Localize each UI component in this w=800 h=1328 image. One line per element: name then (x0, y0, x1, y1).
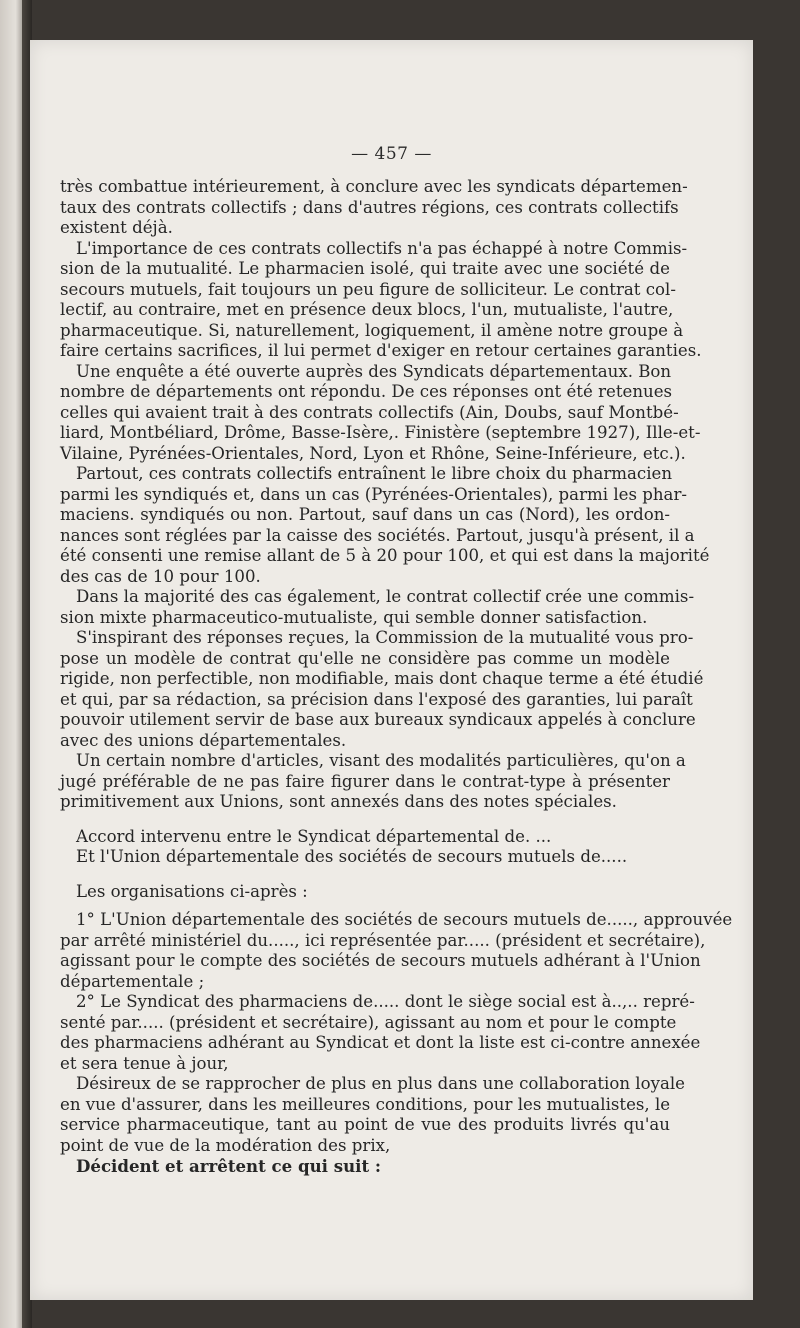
text-line: et sera tenue à jour, (60, 1053, 229, 1073)
text-line: lectif, au contraire, met en présence deux blocs, l'un, mutualiste, l'autre, (60, 300, 674, 319)
text-line: et qui, par sa rédaction, sa précision dans l'exposé des garanties, lui paraît (60, 689, 693, 709)
text-line: des cas de 10 pour 100. (60, 566, 261, 586)
text-line: Dans la majorité des cas également, le contrat collectif crée une commis- (76, 587, 695, 606)
text-line: parmi les syndiqués et, dans un cas (Pyrénées-Orientales), parmi les phar- (60, 484, 687, 504)
text-line: nombre de départements ont répondu. De ces réponses ont été retenues (60, 382, 673, 401)
text-line: primitivement aux Unions, sont annexés dans des notes spéciales. (60, 792, 617, 811)
closing-line: Décident et arrêtent ce qui suit : (76, 1156, 382, 1176)
page-body-text (60, 177, 733, 1177)
text-line: Les organisations ci-après : (76, 881, 308, 901)
text-line: Désireux de se rapprocher de plus en plus dans une collaboration loyale (76, 1074, 685, 1093)
text-line: taux des contrats collectifs ; dans d'autres régions, ces contrats collectifs (60, 197, 679, 217)
text-line: Un certain nombre d'articles, visant des modalités particulières, qu'on a (76, 751, 686, 770)
text-line: Partout, ces contrats collectifs entraînent le libre choix du pharmacien (76, 464, 673, 483)
text-line: Accord intervenu entre le Syndicat départemental de. ... (76, 826, 552, 846)
text-line: sion mixte pharmaceutico-mutualiste, qui semble donner satisfaction. (60, 607, 648, 627)
text-line: service pharmaceutique, tant au point de vue des produits livrés qu'au (60, 1115, 670, 1134)
text-line: celles qui avaient trait à des contrats collectifs (Ain, Doubs, sauf Montbé- (60, 402, 679, 422)
text-line: point de vue de la modération des prix, (60, 1135, 391, 1155)
text-line: agissant pour le compte des sociétés de secours mutuels adhérant à l'Union (60, 951, 701, 970)
text-line: avec des unions départementales. (60, 730, 347, 750)
text-line: par arrêté ministériel du....., ici représentée par..... (président et secrétaire), (60, 930, 706, 950)
text-line: Vilaine, Pyrénées-Orientales, Nord, Lyon et Rhône, Seine-Inférieure, etc.). (60, 443, 686, 463)
text-line: en vue d'assurer, dans les meilleures conditions, pour les mutualistes, le (60, 1094, 671, 1114)
text-line: très combattue intérieurement, à conclure avec les syndicats départemen- (60, 177, 688, 196)
text-line: senté par..... (président et secrétaire), agissant au nom et pour le compte (60, 1012, 677, 1032)
text-line: L'importance de ces contrats collectifs n'a pas échappé à notre Commis- (76, 238, 688, 258)
text-line: pharmaceutique. Si, naturellement, logiquement, il amène notre groupe à (60, 320, 684, 340)
page-number: — 457 — (351, 144, 432, 164)
text-line: liard, Montbéliard, Drôme, Basse-Isère,. Finistère (septembre 1927), Ille-et- (60, 423, 701, 442)
text-line: secours mutuels, fait toujours un peu figure de solliciteur. Le contrat col- (60, 279, 676, 299)
text-line: Une enquête a été ouverte auprès des Syndicats départementaux. Bon (76, 361, 672, 381)
text-line: existent déjà. (60, 218, 173, 237)
text-line: rigide, non perfectible, non modifiable, mais dont chaque terme a été étudié (60, 669, 704, 688)
text-line: jugé préférable de ne pas faire figurer dans le contrat-type à présenter (60, 771, 670, 791)
text-line: départementale ; (60, 971, 205, 991)
text-line: 2° Le Syndicat des pharmaciens de..... dont le siège social est à..,.. repré- (76, 992, 695, 1011)
text-line: sion de la mutualité. Le pharmacien isolé, qui traite avec une société de (60, 259, 670, 278)
text-line: 1° L'Union départementale des sociétés de secours mutuels de....., approuvée (76, 910, 733, 929)
text-line: S'inspirant des réponses reçues, la Commission de la mutualité vous pro- (76, 628, 694, 647)
book-page (30, 40, 753, 1300)
text-line: pose un modèle de contrat qu'elle ne considère pas comme un modèle (60, 648, 670, 668)
text-line: faire certains sacrifices, il lui permet d'exiger en retour certaines garanties. (60, 341, 702, 360)
text-line: Et l'Union départementale des sociétés de secours mutuels de..... (76, 847, 628, 866)
text-line: maciens. syndiqués ou non. Partout, sauf dans un cas (Nord), les ordon- (60, 505, 670, 524)
text-line: pouvoir utilement servir de base aux bureaux syndicaux appelés à conclure (60, 710, 696, 729)
text-line: des pharmaciens adhérant au Syndicat et dont la liste est ci-contre annexée (60, 1033, 701, 1052)
text-line: nances sont réglées par la caisse des sociétés. Partout, jusqu'à présent, il a (60, 525, 695, 545)
text-line: été consenti une remise allant de 5 à 20 pour 100, et qui est dans la majorité (60, 546, 710, 565)
